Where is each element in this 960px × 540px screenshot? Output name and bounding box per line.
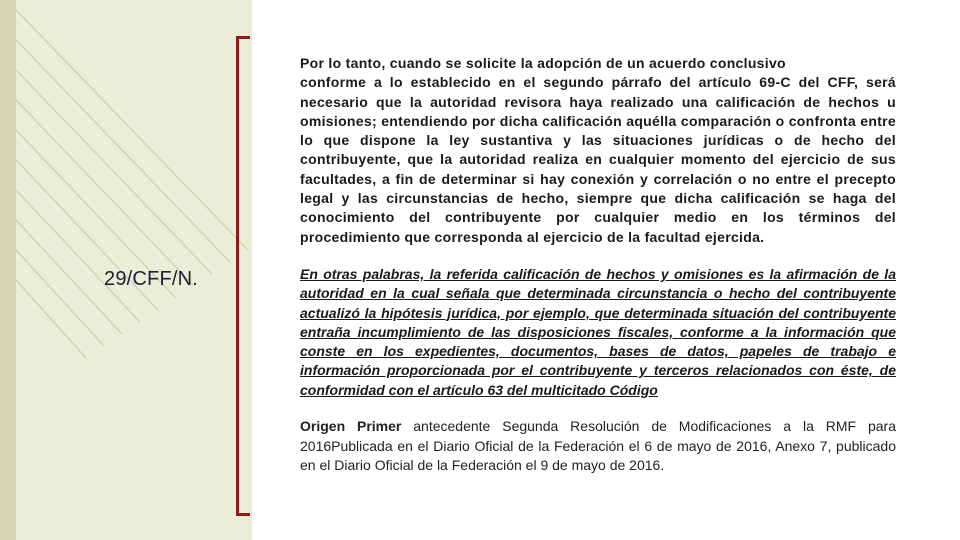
paragraph-1-first-line: Por lo tanto, cuando se solicite la adopción de un acuerdo conclusivo (300, 55, 786, 71)
origin-label: Origen Primer (300, 418, 402, 435)
paragraph-1 (300, 54, 896, 247)
origin-text: antecedente Segunda Resolución de Modificaciones a la RMF para 2016Publicada en el Diario Oficial de la Federación el 6 de mayo de 2016, Anexo 7, publicado en el Diario Oficial de la Federación el 9 de mayo de 2016. (300, 418, 896, 474)
paragraph-2: En otras palabras, la referida calificación de hechos y omisiones es la afirmación de la autoridad en la cual señala que determinada circunstancia o hecho del contribuyente actualizó la hipótesis jurídica, por ejemplo, que determinada situación del contribuyente entraña incumplimiento de las disposiciones fiscales, conforme a la información que conste en los expedientes, documentos, bases de datos, papeles de trabajo e información proporcionada por el contribuyente y terceros relacionados con éste, de conformidad con el artículo 63 del multicitado Código (300, 265, 896, 398)
left-bracket (236, 36, 250, 516)
slide-title: 29/CFF/N. (104, 268, 199, 290)
slide-content (300, 54, 896, 476)
origin-paragraph (300, 417, 896, 476)
paragraph-1-body: conforme a lo establecido en el segundo párrafo del artículo 69-C del CFF, será necesario que la autoridad revisora haya realizado una calificación de hechos u omisiones; entendiendo por dicha calificación aquélla comparación o confronta entre lo que dispone la ley sustantiva y las situaciones jurídicas o de hecho del contribuyente, que la autoridad realiza en cualquier momento del ejercicio de sus facultades, a fin de determinar si hay conexión y correlación o no entre el precepto legal y las circunstancias de hecho, siempre que dicha calificación se haga del conocimiento del contribuyente por cualquier medio en los términos del procedimiento que corresponda al ejercicio de la facultad ejercida. (300, 74, 896, 245)
